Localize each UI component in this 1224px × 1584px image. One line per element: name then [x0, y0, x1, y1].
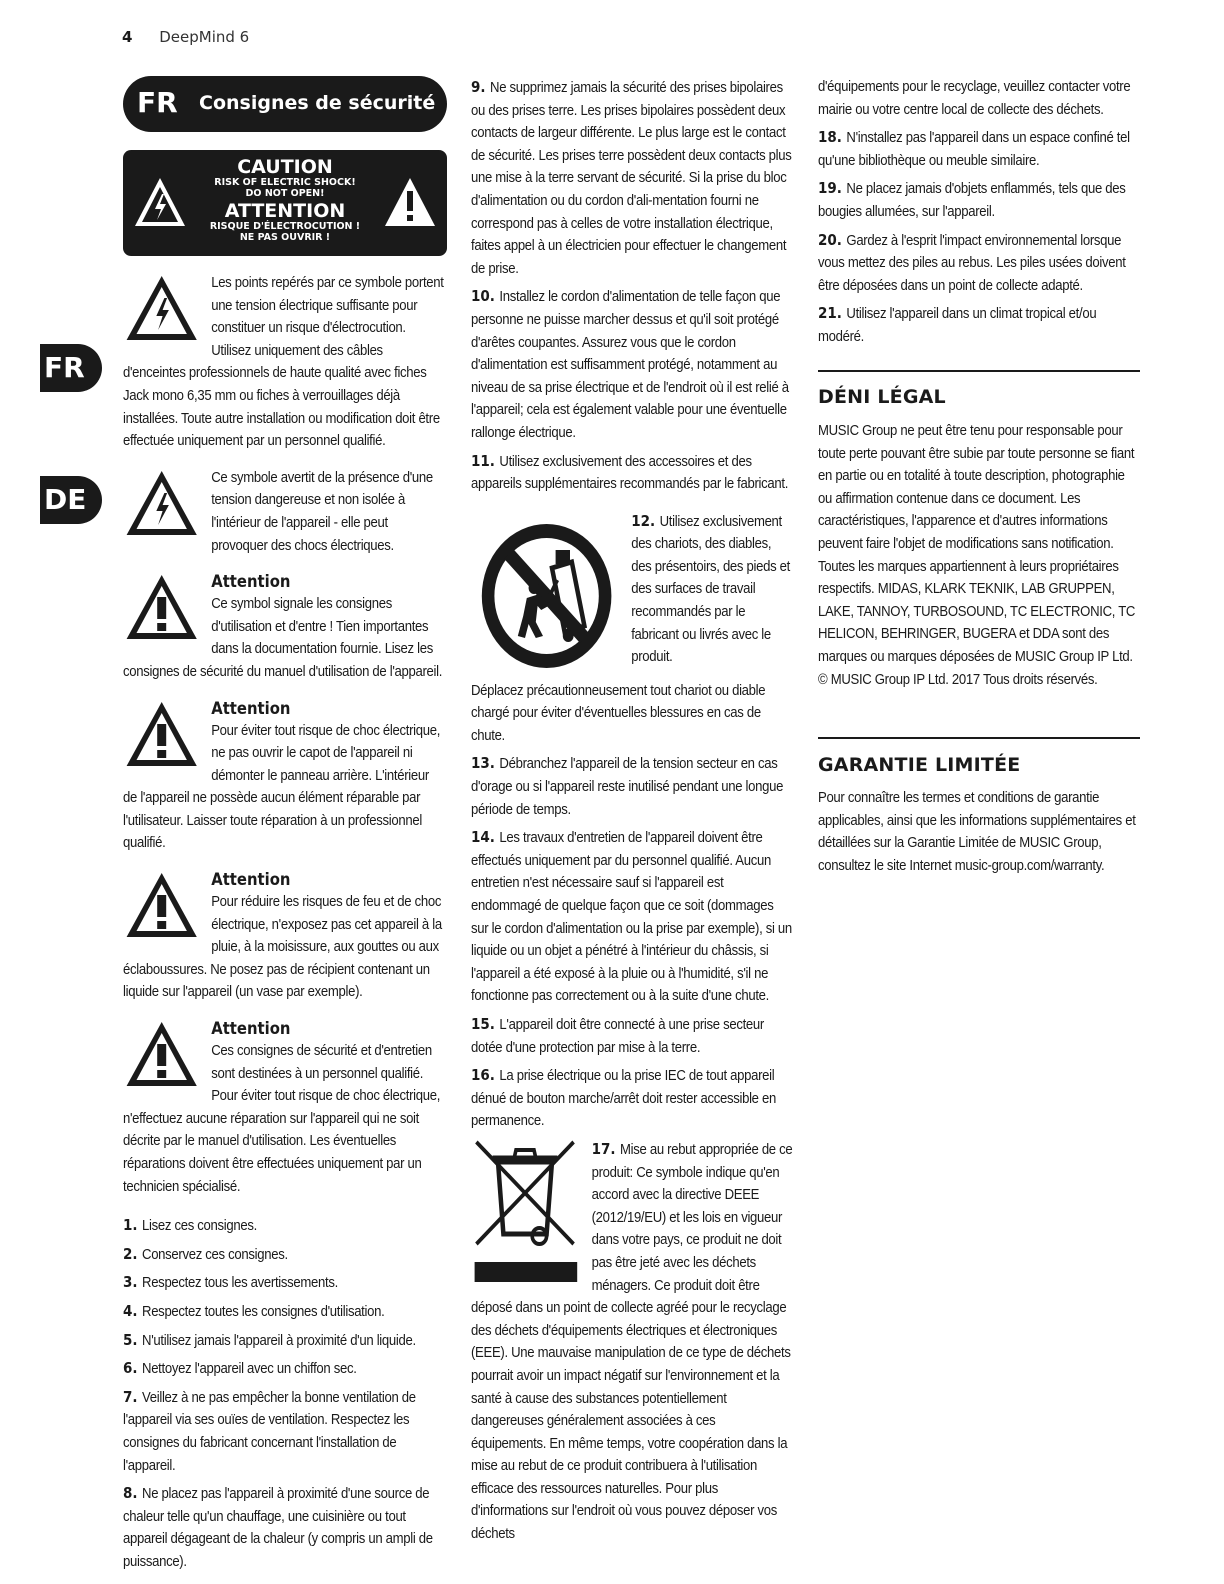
- product-name: DeepMind 6: [159, 28, 250, 46]
- exclamation-triangle-icon: [123, 698, 200, 770]
- list-item: [471, 1013, 793, 1059]
- section-title: Consignes de sécurité: [199, 92, 436, 114]
- exclamation-triangle-icon: [123, 869, 200, 941]
- list-item: [818, 302, 1140, 348]
- attention-risk-fr-1: RISQUE D'ÉLECTROCUTION !: [209, 221, 361, 232]
- list-item: [123, 1482, 445, 1573]
- item-number: 1.: [123, 1216, 138, 1235]
- warranty-title: GARANTIE LIMITÉE: [818, 754, 1021, 776]
- list-item: [471, 510, 793, 748]
- symbol-text: Pour éviter tout risque de choc électrique, ne pas ouvrir le capot de l'appareil ni démonter le panneau arrière. L'intérieur de l'appareil ne possède aucun élément réparable par l'utilisateur. Laisser toute réparation à un professionnel qualifié.: [123, 722, 441, 852]
- caution-risk-en-2: DO NOT OPEN!: [245, 188, 325, 199]
- item-text: L'appareil doit être connecté à une prise secteur dotée d'une protection par mise à la terre.: [471, 1017, 764, 1056]
- cart-tip-over-icon: [471, 510, 622, 676]
- item-number: 20.: [818, 230, 842, 249]
- page-header: [122, 28, 249, 46]
- list-item: [471, 1138, 793, 1546]
- item-number: 8.: [123, 1484, 138, 1503]
- symbol-text: Ce symbole avertit de la présence d'une tension dangereuse et non isolée à l'intérieur de l'appareil - elle peut provoquer des chocs électriques.: [211, 469, 433, 554]
- list-item: [123, 1386, 445, 1477]
- symbol-block: [123, 869, 445, 1004]
- item-number: 12.: [631, 511, 656, 530]
- list-item: [123, 1271, 445, 1295]
- symbol-block: [123, 467, 445, 557]
- item-number: 19.: [818, 179, 842, 198]
- list-item: [471, 450, 793, 496]
- list-item: [471, 752, 793, 821]
- attention-heading: Attention: [211, 572, 291, 592]
- legal-title: DÉNI LÉGAL: [818, 386, 946, 408]
- list-item: [818, 177, 1140, 223]
- symbol-block: [123, 698, 445, 856]
- item-text: Lisez ces consignes.: [142, 1218, 257, 1235]
- page-number: 4: [122, 28, 133, 46]
- side-tab-fr[interactable]: FR: [40, 344, 102, 392]
- lightning-warning-icon: [133, 176, 187, 228]
- symbol-text: Pour réduire les risques de feu et de choc électrique, n'exposez pas cet appareil à la pluie, à la moisissure, aux gouttes ou aux éclaboussures. Ne posez pas de récipient contenant un liquide sur l'appareil (un vase par exemple).: [123, 894, 442, 1001]
- item-text: Conservez ces consignes.: [142, 1246, 288, 1263]
- item-number: 6.: [123, 1359, 138, 1378]
- item-text-continued: déposé dans un point de collecte agréé pour le recyclage des déchets d'équipements électriques et électroniques (EEE). Une mauvaise manipulation de ce type de déchets pourrait avoir un impact négatif sur l'environnement et la santé à cause des substances potentiellement dangereuses généralement associées à ces équipements. En même temps, votre coopération dans la mise au rebut de ce produit contribuera à l'utilisation efficace des ressources naturelles. Pour plus d'informations sur l'endroit où vous pouvez déposer vos déchets: [471, 1300, 791, 1543]
- column-2: [471, 76, 831, 1551]
- attention-title: ATTENTION: [224, 200, 346, 222]
- lightning-triangle-icon: [123, 467, 200, 539]
- item-text: Gardez à l'esprit l'impact environnemental lorsque vous mettez des piles au rebus. Les piles usées doivent être déposées dans un point de collecte adapté.: [818, 232, 1126, 294]
- warranty-block: [818, 787, 1148, 882]
- item-text-col3: d'équipements pour le recyclage, veuillez contacter votre mairie ou votre centre local de collecte des déchets.: [818, 79, 1131, 118]
- item-number: 14.: [471, 828, 495, 847]
- column-3: [818, 76, 1148, 354]
- column-1: [123, 272, 483, 1579]
- item-text: Nettoyez l'appareil avec un chiffon sec.: [142, 1361, 357, 1378]
- list-item: [818, 229, 1140, 298]
- item-number: 13.: [471, 754, 495, 773]
- lightning-triangle-icon: [123, 272, 200, 344]
- item-number: 21.: [818, 304, 842, 323]
- item-text: Ne placez pas l'appareil à proximité d'une source de chaleur telle qu'un chauffage, une cuisinière ou tout appareil dégageant de la chaleur (y compris un ampli de puissance).: [123, 1486, 433, 1570]
- list-item: [123, 1329, 445, 1353]
- list-item: [471, 826, 793, 1008]
- item-text: Les travaux d'entretien de l'appareil doivent être effectués uniquement par du personnel qualifié. Aucun entretien n'est nécessaire sauf si l'appareil est endommagé de quelque façon que ce soit (dommages sur le cordon d'alimentation ou la prise par exemple), si un liquide ou un objet a pénétré à l'intérieur du châssis, si l'appareil a été exposé à la pluie ou à l'humidité, s'il ne fonctionne pas correctement ou à la suite d'une chute.: [471, 830, 792, 1005]
- item-text: N'installez pas l'appareil dans un espace confiné tel qu'une bibliothèque ou meuble similaire.: [818, 130, 1130, 169]
- item-number: 18.: [818, 128, 842, 147]
- exclamation-triangle-icon: [123, 571, 200, 643]
- item-number: 2.: [123, 1244, 138, 1263]
- list-item: [471, 1064, 793, 1133]
- item-text: Installez le cordon d'alimentation de telle façon que personne ne puisse marcher dessus et qu'il soit protégé d'arêtes coupantes. Assurez vous que le cordon d'alimentation est suffisamment protégé, notamment au niveau de sa prise électrique et de l'endroit où il est relié à l'appareil; cela est également valable pour une éventuelle rallonge électrique.: [471, 289, 789, 441]
- list-item: [123, 1357, 445, 1381]
- item-number: 9.: [471, 78, 486, 96]
- exclamation-triangle-icon: [123, 1018, 200, 1090]
- attention-heading: Attention: [211, 870, 291, 890]
- divider: [818, 370, 1140, 372]
- list-item: [471, 285, 793, 444]
- symbol-text: Ce symbol signale les consignes d'utilisation et d'entre ! Tien importantes dans la documentation fournie. Lisez les consignes de sécurité du manuel d'utilisation de l'appareil.: [123, 596, 443, 680]
- section-header: [123, 76, 447, 132]
- item-number: 7.: [123, 1387, 138, 1406]
- item-number: 16.: [471, 1066, 495, 1085]
- attention-heading: Attention: [211, 698, 291, 718]
- item-text: Ne placez jamais d'objets enflammés, tels que des bougies allumées, sur l'appareil.: [818, 181, 1126, 220]
- symbol-block: [123, 571, 445, 683]
- list-item: [123, 1300, 445, 1324]
- list-item: [471, 76, 793, 280]
- symbol-text: Ces consignes de sécurité et d'entretien sont destinées à un personnel qualifié. Pour éviter tout risque de choc électrique, n'effectuez aucune réparation sur l'appareil qui ne soit décrite par le manuel d'utilisation. Les éventuelles réparations doivent être effectuées uniquement par un technicien spécialisé.: [123, 1043, 441, 1195]
- caution-box: [123, 150, 447, 256]
- list-item: [123, 1214, 445, 1238]
- legal-text: MUSIC Group ne peut être tenu pour responsable pour toute perte pouvant être subie par toute personne se fiant en partie ou en totalité à toute description, photographie ou affirmation contenue dans ce document. Les caractéristiques, l'apparence et d'autres informations peuvent faire l'objet de modifications sans notification. Toutes les marques appartiennent à leurs propriétaires respectifs. MIDAS, KLARK TEKNIK, LAB GRUPPEN, LAKE, TANNOY, TURBOSOUND, TC ELECTRONIC, TC HELICON, BEHRINGER, BUGERA et DDA sont des marques ou marques déposées de MUSIC Group IP Ltd. © MUSIC Group IP Ltd. 2017 Tous droits réservés.: [818, 423, 1136, 688]
- caution-risk-en-1: RISK OF ELECTRIC SHOCK!: [214, 177, 356, 188]
- item-text: Veillez à ne pas empêcher la bonne ventilation de l'appareil via ses ouïes de ventilation. Respectez les consignes du fabricant concernant l'installation de l'appareil.: [123, 1389, 416, 1474]
- item-text: Mise au rebut appropriée de ce produit: Ce symbole indique qu'en accord avec la directive DEEE (2012/19/EU) et les lois en vigueur dans votre pays, ce produit ne doit pas être jeté avec les déchets ménagers. Ce produit doit être: [591, 1141, 793, 1294]
- item-text-continued: Déplacez précautionneusement tout chariot ou diable chargé pour éviter d'éventuelles blessures en cas de chute.: [471, 682, 766, 744]
- item-number: 17.: [591, 1139, 616, 1158]
- item-text: Utilisez exclusivement des chariots, des diables, des présentoirs, des pieds et des surfaces de travail recommandés par le fabricant ou livrés avec le produit.: [631, 513, 790, 666]
- section-lang: FR: [137, 86, 178, 119]
- symbol-block: [123, 1018, 445, 1198]
- item-number: 4.: [123, 1301, 138, 1320]
- warranty-text: Pour connaître les termes et conditions de garantie applicables, ainsi que les informations supplémentaires et détaillées sur la Garantie Limitée de MUSIC Group, consultez le site Internet music-group.com/warranty.: [818, 790, 1136, 874]
- item-text: Débranchez l'appareil de la tension secteur en cas d'orage ou si l'appareil reste inutilisé pendant une longue période de temps.: [471, 756, 784, 818]
- item-text: Utilisez exclusivement des accessoires et des appareils supplémentaires recommandés par le fabricant.: [471, 453, 789, 493]
- item-text: La prise électrique ou la prise IEC de tout appareil dénué de bouton marche/arrêt doit rester accessible en permanence.: [471, 1068, 776, 1130]
- item-number: 15.: [471, 1015, 495, 1033]
- side-tab-de[interactable]: DE: [40, 476, 102, 524]
- item-text: Ne supprimez jamais la sécurité des prises bipolaires ou des prises terre. Les prises bipolaires possèdent deux contacts de largeur différente. Le plus large est le contact de sécurité. Les prises terre possèdent deux contacts plus une mise à la terre servant de sécurité. Si la prise du bloc d'alimentation ou du cordon d'ali-mentation fourni ne correspond pas à celles de votre installation électrique, faites appel à un électricien pour effectuer le changement de prise.: [471, 80, 792, 277]
- item-number: 10.: [471, 287, 495, 306]
- attention-risk-fr-2: NE PAS OUVRIR !: [239, 232, 331, 243]
- item-number: 5.: [123, 1330, 138, 1349]
- attention-heading: Attention: [211, 1019, 291, 1039]
- legal-block: [818, 420, 1148, 696]
- weee-bin-icon: [471, 1138, 581, 1284]
- list-item: [818, 126, 1140, 172]
- symbol-block: [123, 272, 445, 453]
- caution-title: CAUTION: [237, 156, 333, 178]
- item-number: 3.: [123, 1273, 138, 1292]
- item-text: Utilisez l'appareil dans un climat tropical et/ou modéré.: [818, 306, 1097, 345]
- divider: [818, 737, 1140, 739]
- exclamation-warning-icon: [383, 176, 437, 228]
- item-number: 11.: [471, 451, 495, 470]
- item-text: Respectez tous les avertissements.: [142, 1275, 338, 1292]
- item-text: N'utilisez jamais l'appareil à proximité d'un liquide.: [142, 1332, 416, 1349]
- symbol-text: Les points repérés par ce symbole portent une tension électrique suffisante pour constituer un risque d'électrocution. Utilisez uniquement des câbles d'enceintes professionnels de haute qualité avec fiches Jack mono 6,35 mm ou fiches à verrouillages déjà installées. Toute autre installation ou modification doit être effectuée uniquement par un personnel qualifié.: [123, 275, 444, 450]
- item-text: Respectez toutes les consignes d'utilisation.: [142, 1303, 385, 1320]
- list-item: [123, 1243, 445, 1267]
